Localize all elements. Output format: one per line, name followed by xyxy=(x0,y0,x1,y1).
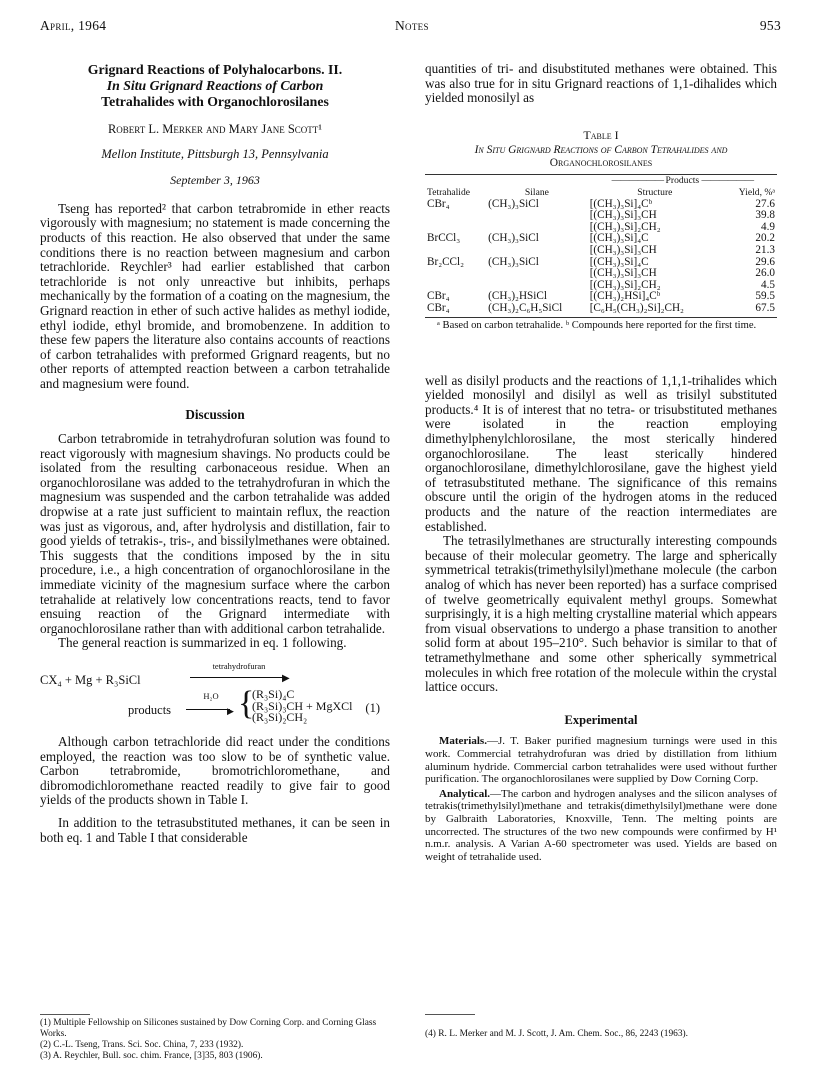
table-cell: 4.5 xyxy=(761,278,775,291)
table-cell: (CH₃)₃SiCl xyxy=(488,232,539,245)
left-column xyxy=(40,62,390,845)
table-cell: [(CH₃)₃Si]₃CH xyxy=(589,267,657,280)
after-equation-paragraph-1: Although carbon tetrachloride did react under the conditions employed, the reaction was too slow to be of synthetic value. Carbon tetrabromide, bromotrichloromethane, and dibromodichloromethane reacted readily to give fair to good yields of the products shown in Table I. xyxy=(40,734,390,808)
materials-paragraph: Materials.—J. T. Baker purified magnesium turnings were used in this work. Commercial tetrahydrofuran was dried by distillation from lithium aluminum hydride. Commercial carbon tetrahalides were used without further purification. The organochlorosilanes were supplied by Dow Corning Corp. xyxy=(425,735,777,786)
footnotes-left xyxy=(40,1018,390,1062)
table-footnote: ᵃ Based on carbon tetrahalide. ᵇ Compounds here reported for the first time. xyxy=(437,319,757,331)
table-cell: 67.5 xyxy=(755,301,775,314)
discussion-heading: Discussion xyxy=(185,406,245,422)
table-cell: [(CH₃)₂HSi]₄Cᵇ xyxy=(589,290,661,303)
running-header-date: April, 1964 xyxy=(40,18,107,33)
tetrasilyl-paragraph: The tetrasilylmethanes are structurally interesting compounds because of their molecular geometry. The large and spherically symmetrical tetrakis(trimethylsilyl)methane molecule (the carbon analog of which has never been reported) has a surface comprised of twelve geometrically equivalent methyl groups. Somewhat surprisingly, it is a high melting crystalline material which appears from visual observations to undergo a phase transition to another solid form at about 195–210°. Such behavior is similar to that of tetramethylmethane and some other spherically symmetrical molecules in which free rotation of the molecule within the crystal lattice occurs. xyxy=(425,533,777,695)
table-1-body xyxy=(425,175,777,314)
table-cell: [(CH₃)₃Si]₄Cᵇ xyxy=(589,197,653,210)
analytical-paragraph: Analytical.—The carbon and hydrogen analyses and the silicon analyses of tetrakis(trimethylsilyl)methane and tetrakis(dimethylsilyl)methane were done by Galbraith Laboratories, Knoxville, Tenn. The melting points are uncorrected. The structures of the two new compounds were confirmed by H¹ n.m.r. analysis. A Varian A-60 spectrometer was used. Yields are based on weight of tetrahalide used. xyxy=(425,787,777,863)
table-cell: CBr₄ xyxy=(427,197,450,210)
intro-paragraph: Tseng has reported² that carbon tetrabromide in ether reacts vigorously with magnesium; no statement is made concerning the products of this reaction. He also observed that under the same conditions there is no reaction between magnesium and carbon tetrachloride. Reychler³ had earlier established that carbon tetrachloride is not only unreactive but inhibits, perhaps mechanically by the formation of a coating on the magnesium, the Grignard reaction in ether of such active halides as methyl iodide, ethyl iodide, ethyl bromide, and bromobenzene. In addition to these few papers the literature also contains accounts of reactions of carbon tetrahalides with preformed Grignard reagents, but no other reports of attempted reaction between a carbon tetrahalide and magnesium were found. xyxy=(40,200,390,391)
discussion-paragraph-1: Carbon tetrabromide in tetrahydrofuran solution was found to react vigorously with magnesium shavings. No products could be isolated from the resulting carbonaceous residue. When an organochlorosilane was added to the tetrahydrofuran in which the magnesium was suspended and the carbon tetrahalide was added dropwise at a rate just sufficient to maintain reflux, the reaction was just as vigorous, and, after hydrolysis and distillation, fair to good yields of tetrakis-, tris-, and bissilylmethanes were obtained. This suggests that the conditions imposed by the in situ procedure, i.e., a high concentration of organochlorosilane in the immediate vicinity of the magnesium surface where the carbon tetrahalide at relatively low concentrations reacts, tend to favor ensuing reaction of the Grignard intermediate with organochlorosilane rather than with additional carbon tetrahalide. xyxy=(40,431,390,636)
table-row xyxy=(425,268,777,280)
footnote-3: (3) A. Reychler, Bull. soc. chim. France, [3]35, 803 (1906). xyxy=(40,1051,263,1061)
table-caption: In Situ Grignard Reactions of Carbon Tetrahalides and Organochlorosilanes xyxy=(474,144,728,170)
column-header: Yield, %ᵃ xyxy=(738,186,775,198)
table-cell xyxy=(486,210,588,222)
column-header: Silane xyxy=(524,186,549,198)
discussion-paragraph-2: The general reaction is summarized in eq. 1 following. xyxy=(58,635,347,651)
table-cell: 20.2 xyxy=(755,232,775,245)
table-cell: (CH₃)₃SiCl xyxy=(488,255,539,268)
authors: Robert L. Merker and Mary Jane Scott¹ xyxy=(107,122,323,136)
table-cell: [(CH₃)₃Si]₂CH₂ xyxy=(589,278,661,291)
table-row xyxy=(425,245,777,257)
table-row xyxy=(425,303,777,315)
table-cell: (CH₃)₂HSiCl xyxy=(488,290,547,303)
discussion-continued: well as disilyl products and the reactions of 1,1,1-trihalides which yielded monosilyl and disilyl as well as trisilyl substituted products.⁴ It is of interest that no tetra- or trisubstituted methanes were isolated in the reaction employing dimethylphenylchlorosilane, the most sterically hindered organochlorosilane. The least sterically hindered organochlorosilane, dimethylchlorosilane, gave the highest yield of tetrasubstituted methane. The significance of this remains obscure until the origin of the hydrogen atoms in the reduced products and the nature of the reaction intermediates are established. xyxy=(425,372,777,534)
footnote-1: (1) Multiple Fellowship on Silicones sustained by Dow Corning Corp. and Corning Glass Works. xyxy=(40,1018,377,1039)
continued-paragraph: quantities of tri- and disubstituted methanes were obtained. This was also true for in situ Grignard reactions of 1,1-dihalides which yielded monosilyl as xyxy=(425,61,777,106)
table-cell: CBr₄ xyxy=(427,290,450,303)
received-date: September 3, 1963 xyxy=(170,173,260,188)
table-label: Table I xyxy=(583,127,619,142)
products-header: —————— Products —————— xyxy=(611,175,754,187)
table-cell: 21.3 xyxy=(755,243,775,256)
footnote-4: (4) R. L. Merker and M. J. Scott, J. Am. Chem. Soc., 86, 2243 (1963). xyxy=(425,1029,688,1039)
table-cell: Br₂CCl₂ xyxy=(427,255,465,268)
table-cell: 4.9 xyxy=(761,220,775,233)
table-cell: BrCCl₃ xyxy=(427,232,461,245)
table-cell: [(CH₃)₃Si]₄C xyxy=(589,232,649,245)
table-1 xyxy=(425,128,777,332)
table-cell xyxy=(486,268,588,280)
table-cell: 26.0 xyxy=(755,267,775,280)
experimental-heading: Experimental xyxy=(564,712,638,727)
table-cell: [(CH₃)₃Si]₃CH xyxy=(589,243,657,256)
table-cell xyxy=(425,245,486,257)
table-cell: [C₆H₅(CH₃)₂Si]₂CH₂ xyxy=(589,301,684,314)
table-cell: (CH₃)₃SiCl xyxy=(488,197,539,210)
affiliation: Mellon Institute, Pittsburgh 13, Pennsylvania xyxy=(101,146,329,161)
table-cell: (CH₃)₂C₆H₅SiCl xyxy=(488,301,563,314)
table-cell: 29.6 xyxy=(755,255,775,268)
equation-number: (1) xyxy=(365,701,380,715)
footnote-rule-left xyxy=(40,1014,90,1015)
article-title: Grignard Reactions of Polyhalocarbons. II. In Situ Grignard Reactions of Carbon Tetrahalides with Organochlorosilanes xyxy=(87,62,343,109)
table-cell xyxy=(486,245,588,257)
table-cell: 39.8 xyxy=(755,209,775,222)
table-row xyxy=(425,210,777,222)
footnotes-right xyxy=(425,1029,777,1040)
footnote-2: (2) C.-L. Tseng, Trans. Sci. Soc. China, 7, 233 (1932). xyxy=(40,1040,244,1050)
footnote-rule-right xyxy=(425,1014,475,1015)
table-cell: 27.6 xyxy=(755,197,775,210)
equation-1: CX₄ + Mg + R₃SiCl tetrahydrofuran ▶ products H₂O ▶ { (R₃Si)₄C (R₃Si)₃CH + MgXCl (R₃Si)₂CH₂ (1) xyxy=(40,661,380,724)
column-header: Structure xyxy=(637,186,673,198)
table-cell: 59.5 xyxy=(755,290,775,303)
after-equation-paragraph-2: In addition to the tetrasubstituted methanes, it can be seen in both eq. 1 and Table I that considerable xyxy=(40,814,390,845)
page-number: 953 xyxy=(759,18,781,33)
table-cell: [(CH₃)₃Si]₃CH xyxy=(589,209,657,222)
column-header: Tetrahalide xyxy=(427,186,471,198)
table-cell: [(CH₃)₃Si]₄C xyxy=(589,255,649,268)
table-cell: CBr₄ xyxy=(427,301,450,314)
table-cell xyxy=(425,268,486,280)
running-header-section: Notes xyxy=(395,18,429,33)
table-bottom-rule xyxy=(425,317,777,318)
reaction-arrow xyxy=(190,677,286,678)
table-cell xyxy=(425,210,486,222)
right-column xyxy=(425,62,777,863)
table-cell: [(CH₃)₃Si]₂CH₂ xyxy=(589,220,661,233)
hydrolysis-arrow xyxy=(186,709,230,710)
